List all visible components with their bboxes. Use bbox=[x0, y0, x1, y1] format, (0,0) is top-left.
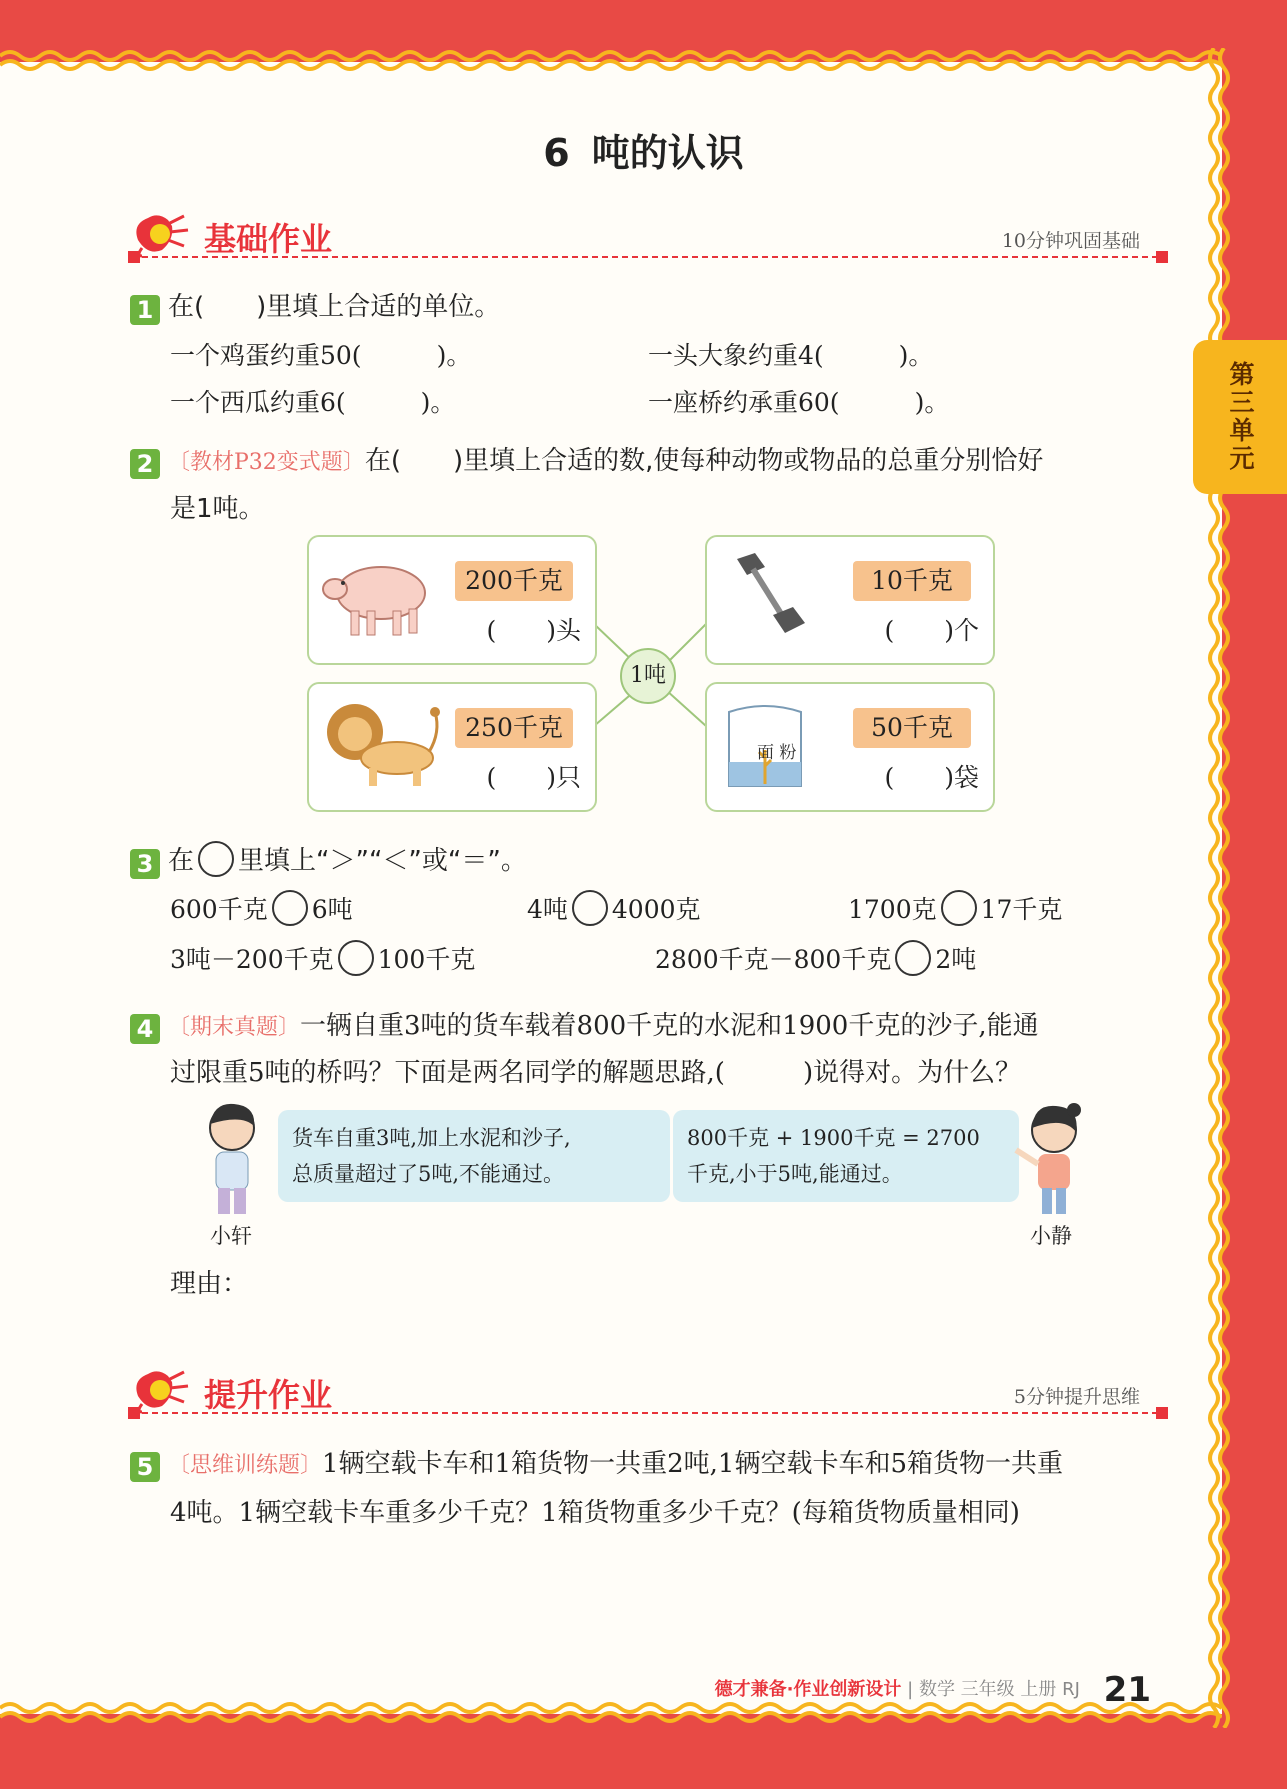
bubble-line: 千克,小于5吨,能通过。 bbox=[687, 1162, 903, 1186]
question-4-line2[interactable]: 过限重5吨的桥吗？下面是两名同学的解题思路,( )说得对。为什么？ bbox=[170, 1058, 1022, 1088]
question-4 bbox=[130, 1005, 1170, 1044]
speech-bubble-left bbox=[278, 1110, 670, 1202]
section-header-basic bbox=[128, 210, 1168, 260]
question-5 bbox=[130, 1443, 1170, 1482]
question-prompt-b: 里填上“＞”“＜”或“＝”。 bbox=[238, 846, 527, 876]
question-3 bbox=[130, 840, 527, 879]
bubble-line: 800千克 + 1900千克 = 2700 bbox=[687, 1126, 980, 1150]
compare-answer-circle[interactable] bbox=[941, 890, 977, 926]
compare-item-5 bbox=[655, 940, 976, 976]
compare-right: 6吨 bbox=[311, 895, 353, 924]
q1-item-elephant[interactable]: 一头大象约重4( )。 bbox=[648, 341, 934, 370]
page-number: 21 bbox=[1103, 1670, 1151, 1710]
question-1 bbox=[130, 286, 500, 325]
card-weight: 250千克 bbox=[455, 708, 573, 748]
girl-xiaojing-icon bbox=[1004, 1100, 1084, 1220]
card-flour bbox=[705, 682, 995, 812]
page-footer bbox=[715, 1670, 1151, 1710]
question-tag: 〔思维训练题〕 bbox=[168, 1453, 323, 1478]
compare-answer-circle[interactable] bbox=[572, 890, 608, 926]
question-tag: 〔教材P32变式题〕 bbox=[168, 450, 365, 475]
compare-right: 17千克 bbox=[980, 895, 1063, 924]
section-title: 基础作业 bbox=[204, 220, 333, 258]
section-divider bbox=[132, 256, 1168, 258]
bubble-line: 货车自重3吨,加上水泥和沙子, bbox=[292, 1126, 571, 1150]
question-prompt-line1: 一辆自重3吨的货车载着800千克的水泥和1900千克的沙子,能通 bbox=[300, 1011, 1039, 1041]
speech-bubble-right bbox=[673, 1110, 1019, 1202]
compare-left: 600千克 bbox=[170, 895, 268, 924]
lesson-number: 6 bbox=[543, 131, 570, 175]
compare-item-2 bbox=[527, 890, 701, 926]
lesson-title: 吨的认识 bbox=[591, 131, 744, 175]
section-hint: 5分钟提升思维 bbox=[1013, 1386, 1140, 1408]
q1-item-bridge[interactable]: 一座桥约承重60( )。 bbox=[648, 388, 950, 417]
pig-icon bbox=[317, 545, 437, 645]
divider-end-left bbox=[128, 1407, 140, 1419]
compare-item-3 bbox=[848, 890, 1062, 926]
card-weight: 200千克 bbox=[455, 561, 573, 601]
question-tag: 〔期末真题〕 bbox=[168, 1015, 301, 1040]
card-pig bbox=[307, 535, 597, 665]
boy-xiaoxuan-icon bbox=[202, 1100, 264, 1220]
dumbbell-icon bbox=[715, 545, 825, 645]
card-dumbbell bbox=[705, 535, 995, 665]
compare-right: 100千克 bbox=[377, 945, 476, 974]
question-number: 2 bbox=[130, 449, 160, 479]
section-divider bbox=[132, 1412, 1168, 1414]
question-number: 1 bbox=[130, 295, 160, 325]
divider-end-right bbox=[1156, 1407, 1168, 1419]
compare-item-1 bbox=[170, 890, 353, 926]
section-header-advanced bbox=[128, 1366, 1168, 1416]
footer-brand: 德才兼备·作业创新设计 bbox=[714, 1679, 902, 1700]
compare-left: 1700克 bbox=[848, 895, 937, 924]
card-answer-blank[interactable]: ( )袋 bbox=[884, 763, 979, 792]
compare-left: 3吨－200千克 bbox=[170, 945, 334, 974]
compare-left: 2800千克－800千克 bbox=[655, 945, 892, 974]
unit-side-tab[interactable] bbox=[1193, 340, 1287, 494]
top-wave-border bbox=[0, 48, 1222, 74]
section-title: 提升作业 bbox=[204, 1376, 333, 1414]
lion-icon bbox=[317, 692, 447, 796]
kid-name-left: 小轩 bbox=[210, 1224, 252, 1248]
card-weight: 50千克 bbox=[853, 708, 971, 748]
unit-tab-label: 第三单元 bbox=[1226, 361, 1255, 473]
card-lion bbox=[307, 682, 597, 812]
compare-right: 4000克 bbox=[611, 895, 701, 924]
question-number: 4 bbox=[130, 1014, 160, 1044]
right-wave-border bbox=[1206, 48, 1234, 1728]
card-answer-blank[interactable]: ( )头 bbox=[486, 616, 581, 645]
card-answer-blank[interactable]: ( )只 bbox=[486, 763, 581, 792]
divider-end-left bbox=[128, 251, 140, 263]
flour-bag-label: 面 粉 bbox=[757, 743, 797, 763]
question-number: 3 bbox=[130, 849, 160, 879]
question-prompt-line1: 1辆空载卡车和1箱货物一共重2吨,1辆空载卡车和5箱货物一共重 bbox=[322, 1449, 1063, 1479]
reason-label[interactable]: 理由： bbox=[170, 1269, 249, 1299]
kid-name-right: 小静 bbox=[1030, 1224, 1072, 1248]
divider-end-right bbox=[1156, 251, 1168, 263]
bubble-line: 总质量超过了5吨,不能通过。 bbox=[292, 1162, 565, 1186]
footer-info: | 数学 三年级 上册 RJ bbox=[907, 1679, 1080, 1700]
question-prompt-a: 在 bbox=[168, 846, 195, 876]
compare-circle-icon bbox=[198, 841, 234, 877]
question-number: 5 bbox=[130, 1452, 160, 1482]
compare-right: 2吨 bbox=[935, 945, 977, 974]
question-5-line2: 4吨。1辆空载卡车重多少千克？1箱货物重多少千克？(每箱货物质量相同) bbox=[170, 1498, 1020, 1528]
compare-item-4 bbox=[170, 940, 475, 976]
q1-item-watermelon[interactable]: 一个西瓜约重6( )。 bbox=[170, 388, 456, 417]
compare-answer-circle[interactable] bbox=[272, 890, 308, 926]
compare-answer-circle[interactable] bbox=[895, 940, 931, 976]
question-prompt-line1: 在( )里填上合适的数,使每种动物或物品的总重分别恰好 bbox=[364, 446, 1044, 476]
compare-answer-circle[interactable] bbox=[338, 940, 374, 976]
question-prompt: 在( )里填上合适的单位。 bbox=[168, 292, 501, 322]
hub-total: 1吨 bbox=[620, 648, 676, 704]
page-title bbox=[0, 122, 1287, 177]
q1-item-egg[interactable]: 一个鸡蛋约重50( )。 bbox=[170, 341, 472, 370]
question-2-line2: 是1吨。 bbox=[170, 494, 265, 524]
card-weight: 10千克 bbox=[853, 561, 971, 601]
question-2 bbox=[130, 440, 1170, 479]
compare-left: 4吨 bbox=[527, 895, 568, 924]
card-answer-blank[interactable]: ( )个 bbox=[884, 616, 979, 645]
section-hint: 10分钟巩固基础 bbox=[1001, 230, 1140, 252]
